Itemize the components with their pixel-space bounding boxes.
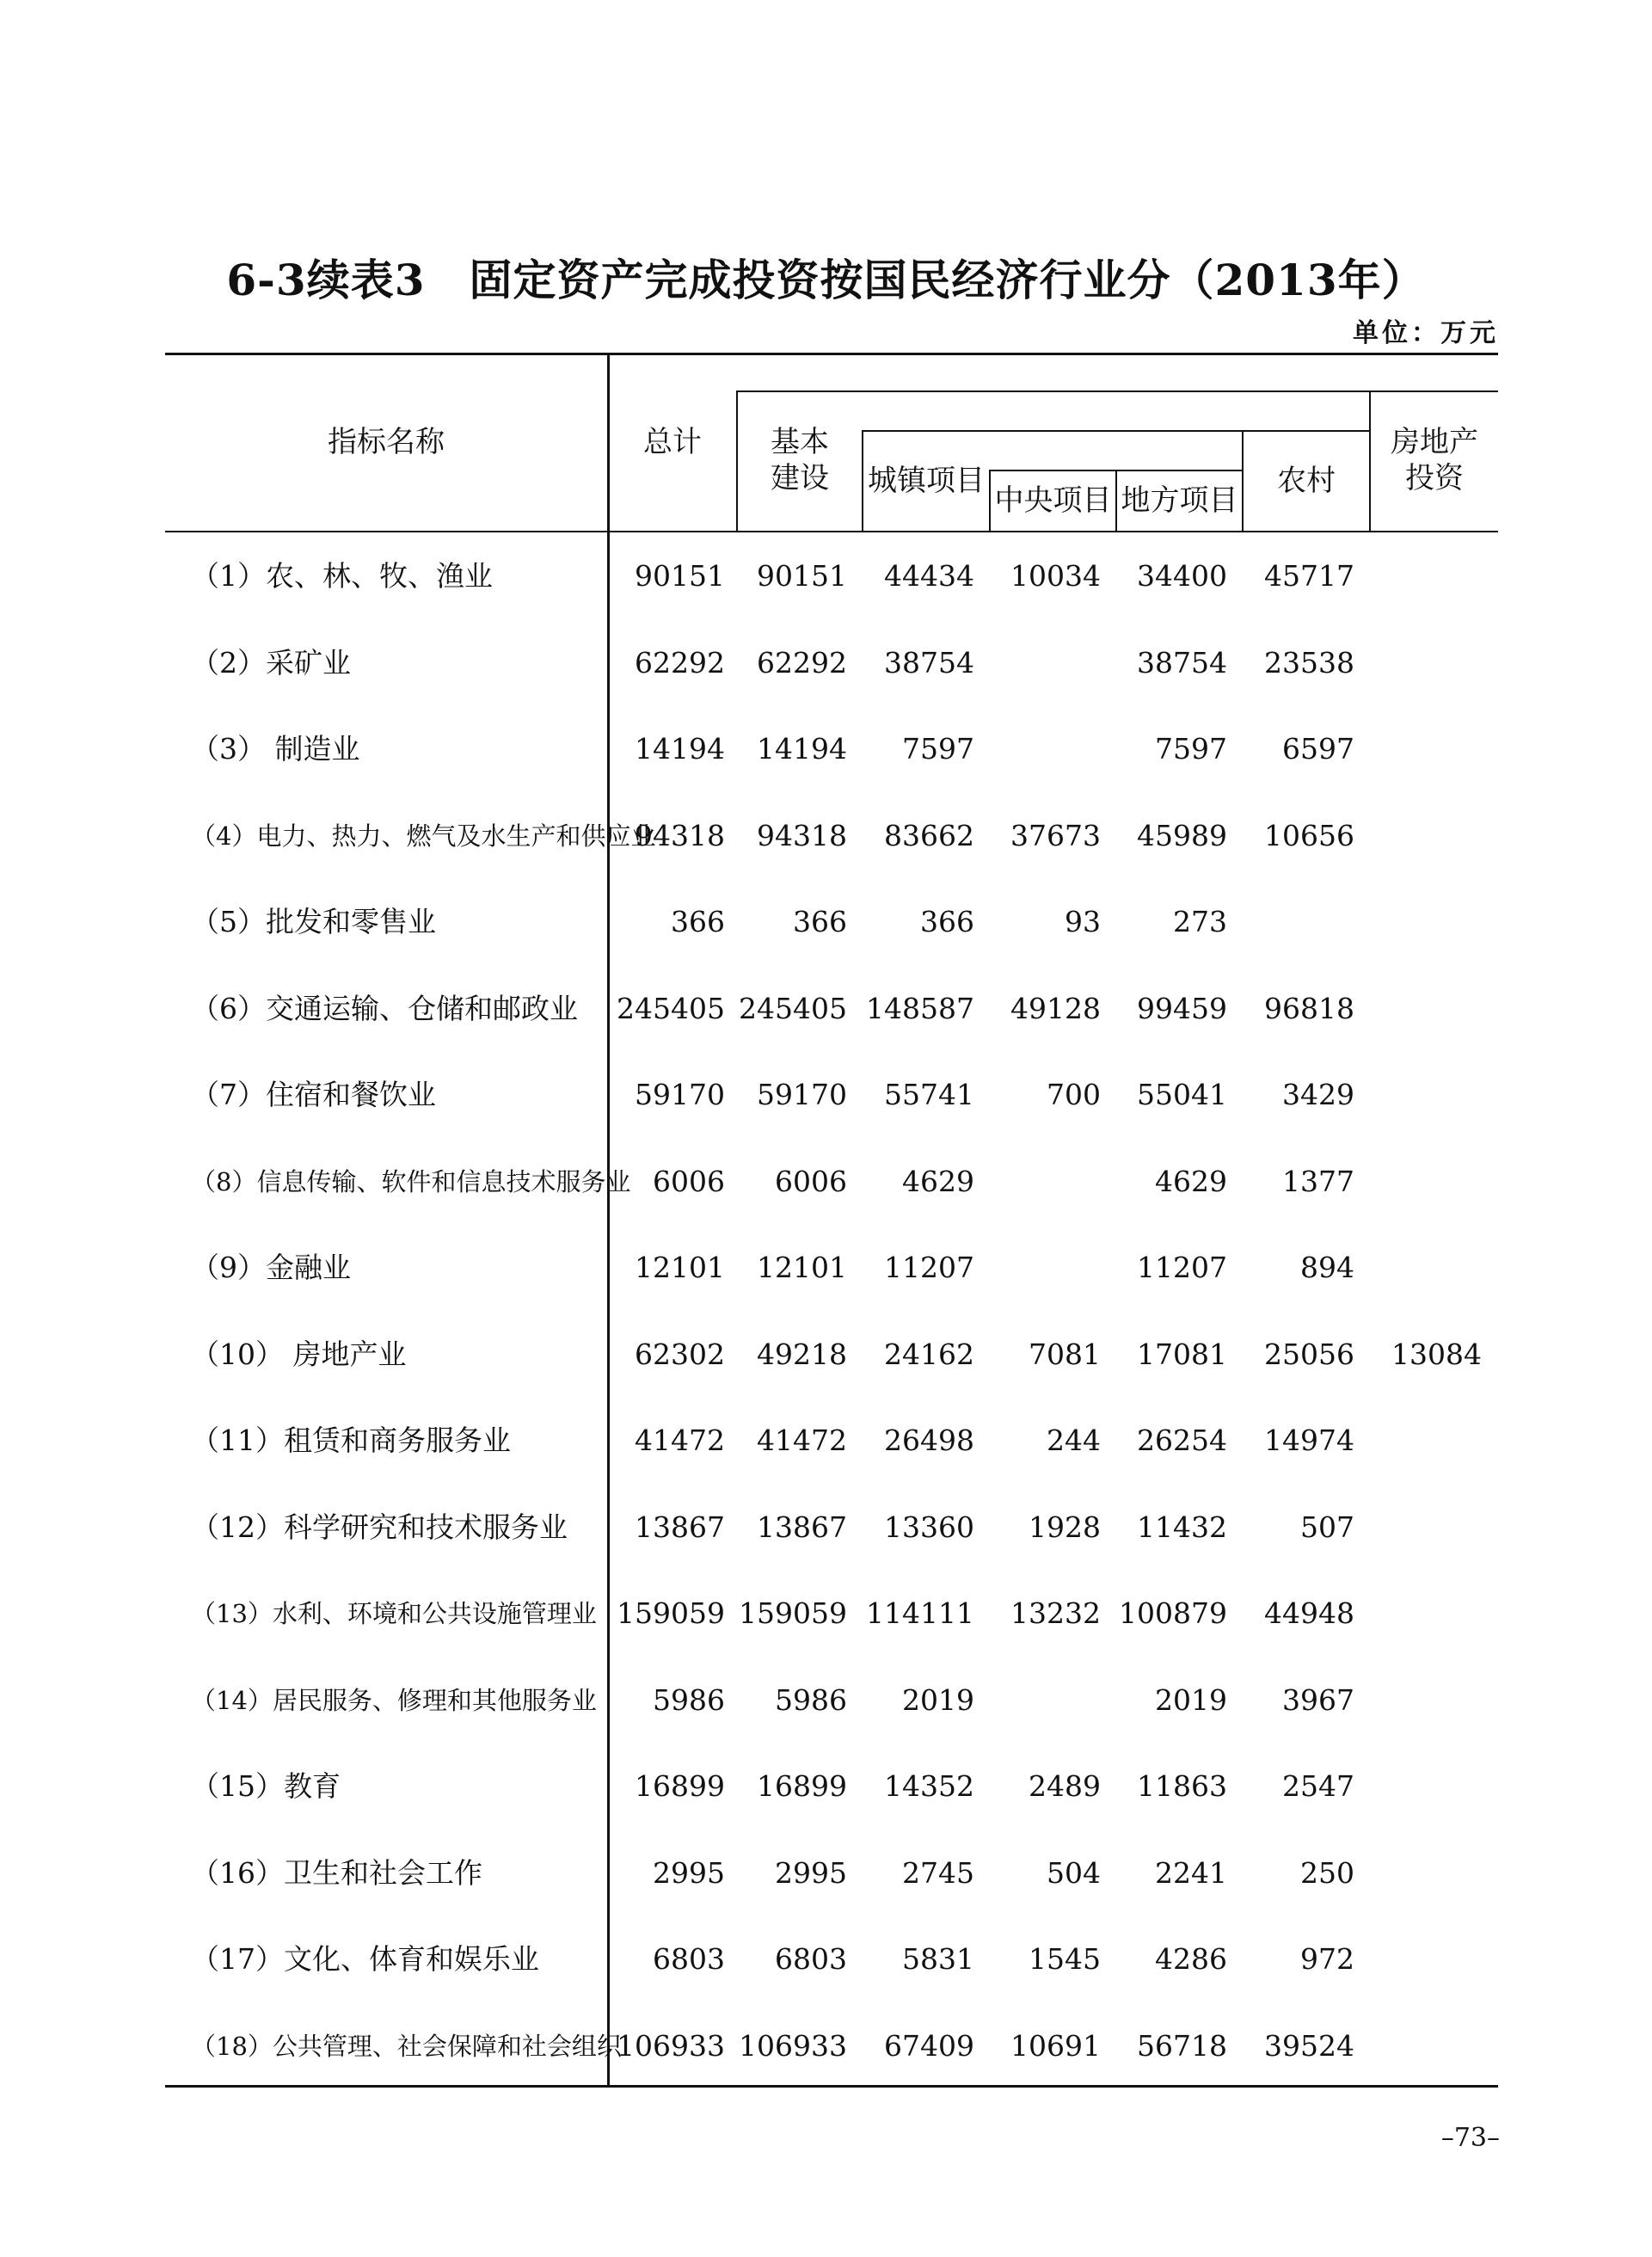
- row-name: （2）采矿业: [191, 646, 351, 680]
- cell-urban: 11207: [884, 1251, 974, 1284]
- header-real-estate-line1: 房地产: [1391, 425, 1478, 459]
- cell-total: 14194: [635, 732, 725, 766]
- cell-urban: 38754: [884, 646, 974, 680]
- header-total: 总计: [643, 425, 702, 459]
- row-name: （15）教育: [191, 1769, 341, 1803]
- page-number: –73–: [1440, 2123, 1500, 2153]
- cell-total: 94318: [635, 819, 725, 852]
- cell-rural: 25056: [1264, 1338, 1354, 1371]
- header-rule-basic-group: [736, 391, 1498, 392]
- cell-basic: 5986: [775, 1683, 847, 1717]
- cell-rural: 96818: [1264, 992, 1354, 1025]
- cell-basic: 59170: [757, 1078, 847, 1111]
- cell-central: 37673: [1010, 819, 1101, 852]
- cell-urban: 55741: [884, 1078, 974, 1111]
- cell-rural: 23538: [1264, 646, 1354, 680]
- header-urban: 城镇项目: [868, 464, 985, 498]
- header-basic-line2: 建设: [771, 461, 829, 495]
- cell-local: 17081: [1137, 1338, 1227, 1371]
- row-name: （12）科学研究和技术服务业: [191, 1510, 568, 1544]
- cell-local: 26254: [1137, 1424, 1227, 1457]
- cell-urban: 44434: [884, 559, 974, 593]
- cell-rural: 14974: [1264, 1424, 1354, 1457]
- cell-central: 49128: [1010, 992, 1101, 1025]
- row-name: （7）住宿和餐饮业: [191, 1078, 436, 1111]
- cell-central: 93: [1065, 905, 1101, 938]
- row-name: （9）金融业: [191, 1251, 351, 1284]
- cell-local: 56718: [1137, 2029, 1227, 2063]
- cell-basic: 2995: [775, 1856, 847, 1890]
- cell-real-estate: 13084: [1391, 1338, 1482, 1371]
- cell-urban: 4629: [902, 1165, 974, 1198]
- cell-central: 10034: [1010, 559, 1101, 593]
- row-name: （1）农、林、牧、渔业: [191, 559, 493, 593]
- cell-central: 700: [1047, 1078, 1101, 1111]
- header-basic-line1: 基本: [771, 425, 829, 459]
- row-name: （3） 制造业: [191, 732, 360, 766]
- cell-local: 7597: [1155, 732, 1227, 766]
- cell-urban: 148587: [866, 992, 974, 1025]
- table-bottom-rule: [165, 2085, 1498, 2088]
- cell-basic: 14194: [757, 732, 847, 766]
- cell-urban: 67409: [884, 2029, 974, 2063]
- row-name: （18）公共管理、社会保障和社会组织: [191, 2032, 622, 2061]
- table-top-rule: [165, 353, 1498, 355]
- cell-local: 2241: [1155, 1856, 1227, 1890]
- col-divider-name: [607, 353, 610, 2088]
- cell-rural: 972: [1300, 1942, 1354, 1976]
- cell-basic: 6006: [775, 1165, 847, 1198]
- cell-rural: 1377: [1282, 1165, 1354, 1198]
- cell-total: 106933: [617, 2029, 725, 2063]
- row-name: （5）批发和零售业: [191, 905, 436, 938]
- cell-rural: 45717: [1264, 559, 1354, 593]
- cell-total: 6006: [653, 1165, 725, 1198]
- cell-local: 4286: [1155, 1942, 1227, 1976]
- cell-rural: 3429: [1282, 1078, 1354, 1111]
- cell-urban: 26498: [884, 1424, 974, 1457]
- cell-local: 55041: [1137, 1078, 1227, 1111]
- cell-central: 13232: [1010, 1596, 1101, 1630]
- cell-local: 11207: [1137, 1251, 1227, 1284]
- header-name: 指标名称: [328, 425, 445, 459]
- row-name: （6）交通运输、仓储和邮政业: [191, 992, 578, 1025]
- cell-basic: 90151: [757, 559, 847, 593]
- cell-local: 45989: [1137, 819, 1227, 852]
- cell-basic: 62292: [757, 646, 847, 680]
- cell-total: 159059: [617, 1596, 725, 1630]
- cell-total: 2995: [653, 1856, 725, 1890]
- cell-central: 10691: [1010, 2029, 1101, 2063]
- cell-total: 90151: [635, 559, 725, 593]
- cell-central: 1928: [1029, 1510, 1101, 1544]
- cell-total: 41472: [635, 1424, 725, 1457]
- cell-total: 62302: [635, 1338, 725, 1371]
- header-real-estate: [1371, 424, 1498, 496]
- cell-urban: 114111: [866, 1596, 974, 1630]
- cell-local: 273: [1173, 905, 1227, 938]
- cell-basic: 41472: [757, 1424, 847, 1457]
- header-rule-urban-group: [862, 430, 1371, 432]
- cell-urban: 83662: [884, 819, 974, 852]
- cell-basic: 49218: [757, 1338, 847, 1371]
- cell-rural: 507: [1300, 1510, 1354, 1544]
- cell-total: 12101: [635, 1251, 725, 1284]
- cell-basic: 94318: [757, 819, 847, 852]
- cell-rural: 250: [1300, 1856, 1354, 1890]
- cell-local: 4629: [1155, 1165, 1227, 1198]
- header-basic: [738, 424, 862, 496]
- cell-total: 62292: [635, 646, 725, 680]
- cell-central: 504: [1047, 1856, 1101, 1890]
- row-name: （16）卫生和社会工作: [191, 1856, 482, 1890]
- row-name: （14）居民服务、修理和其他服务业: [191, 1686, 597, 1715]
- row-name: （4）电力、热力、燃气及水生产和供应业: [191, 821, 656, 851]
- cell-rural: 44948: [1264, 1596, 1354, 1630]
- cell-rural: 10656: [1264, 819, 1354, 852]
- row-name: （10） 房地产业: [191, 1338, 407, 1371]
- cell-local: 11863: [1137, 1769, 1227, 1803]
- cell-urban: 13360: [884, 1510, 974, 1544]
- cell-urban: 366: [920, 905, 974, 938]
- cell-basic: 13867: [757, 1510, 847, 1544]
- cell-basic: 106933: [739, 2029, 847, 2063]
- cell-urban: 5831: [902, 1942, 974, 1976]
- row-name: （13）水利、环境和公共设施管理业: [191, 1599, 597, 1628]
- cell-total: 5986: [653, 1683, 725, 1717]
- cell-rural: 894: [1300, 1251, 1354, 1284]
- cell-urban: 14352: [884, 1769, 974, 1803]
- cell-basic: 6803: [775, 1942, 847, 1976]
- cell-urban: 2019: [902, 1683, 974, 1717]
- cell-central: 7081: [1029, 1338, 1101, 1371]
- header-real-estate-line2: 投资: [1405, 461, 1464, 495]
- header-rural: 农村: [1277, 464, 1336, 498]
- cell-basic: 12101: [757, 1251, 847, 1284]
- cell-central: 1545: [1029, 1942, 1101, 1976]
- cell-local: 100879: [1119, 1596, 1227, 1630]
- cell-total: 13867: [635, 1510, 725, 1544]
- cell-basic: 366: [793, 905, 847, 938]
- unit-label: 单位：万元: [1353, 318, 1499, 348]
- header-bottom-rule: [165, 531, 1498, 532]
- header-central: 中央项目: [994, 483, 1112, 518]
- cell-rural: 6597: [1282, 732, 1354, 766]
- cell-local: 34400: [1137, 559, 1227, 593]
- cell-urban: 2745: [902, 1856, 974, 1890]
- row-name: （8）信息传输、软件和信息技术服务业: [191, 1167, 631, 1196]
- cell-total: 245405: [617, 992, 725, 1025]
- row-name: （17）文化、体育和娱乐业: [191, 1942, 539, 1976]
- header-local: 地方项目: [1121, 483, 1238, 518]
- cell-urban: 24162: [884, 1338, 974, 1371]
- cell-local: 99459: [1137, 992, 1227, 1025]
- cell-rural: 2547: [1282, 1769, 1354, 1803]
- cell-total: 16899: [635, 1769, 725, 1803]
- cell-rural: 3967: [1282, 1683, 1354, 1717]
- cell-basic: 159059: [739, 1596, 847, 1630]
- page-title: 6-3续表3 固定资产完成投资按国民经济行业分（2013年）: [226, 255, 1426, 305]
- cell-total: 366: [671, 905, 725, 938]
- cell-basic: 16899: [757, 1769, 847, 1803]
- cell-central: 244: [1047, 1424, 1101, 1457]
- cell-local: 11432: [1137, 1510, 1227, 1544]
- cell-urban: 7597: [902, 732, 974, 766]
- cell-central: 2489: [1029, 1769, 1101, 1803]
- cell-basic: 245405: [739, 992, 847, 1025]
- cell-local: 2019: [1155, 1683, 1227, 1717]
- cell-rural: 39524: [1264, 2029, 1354, 2063]
- cell-local: 38754: [1137, 646, 1227, 680]
- cell-total: 59170: [635, 1078, 725, 1111]
- cell-total: 6803: [653, 1942, 725, 1976]
- row-name: （11）租赁和商务服务业: [191, 1424, 511, 1457]
